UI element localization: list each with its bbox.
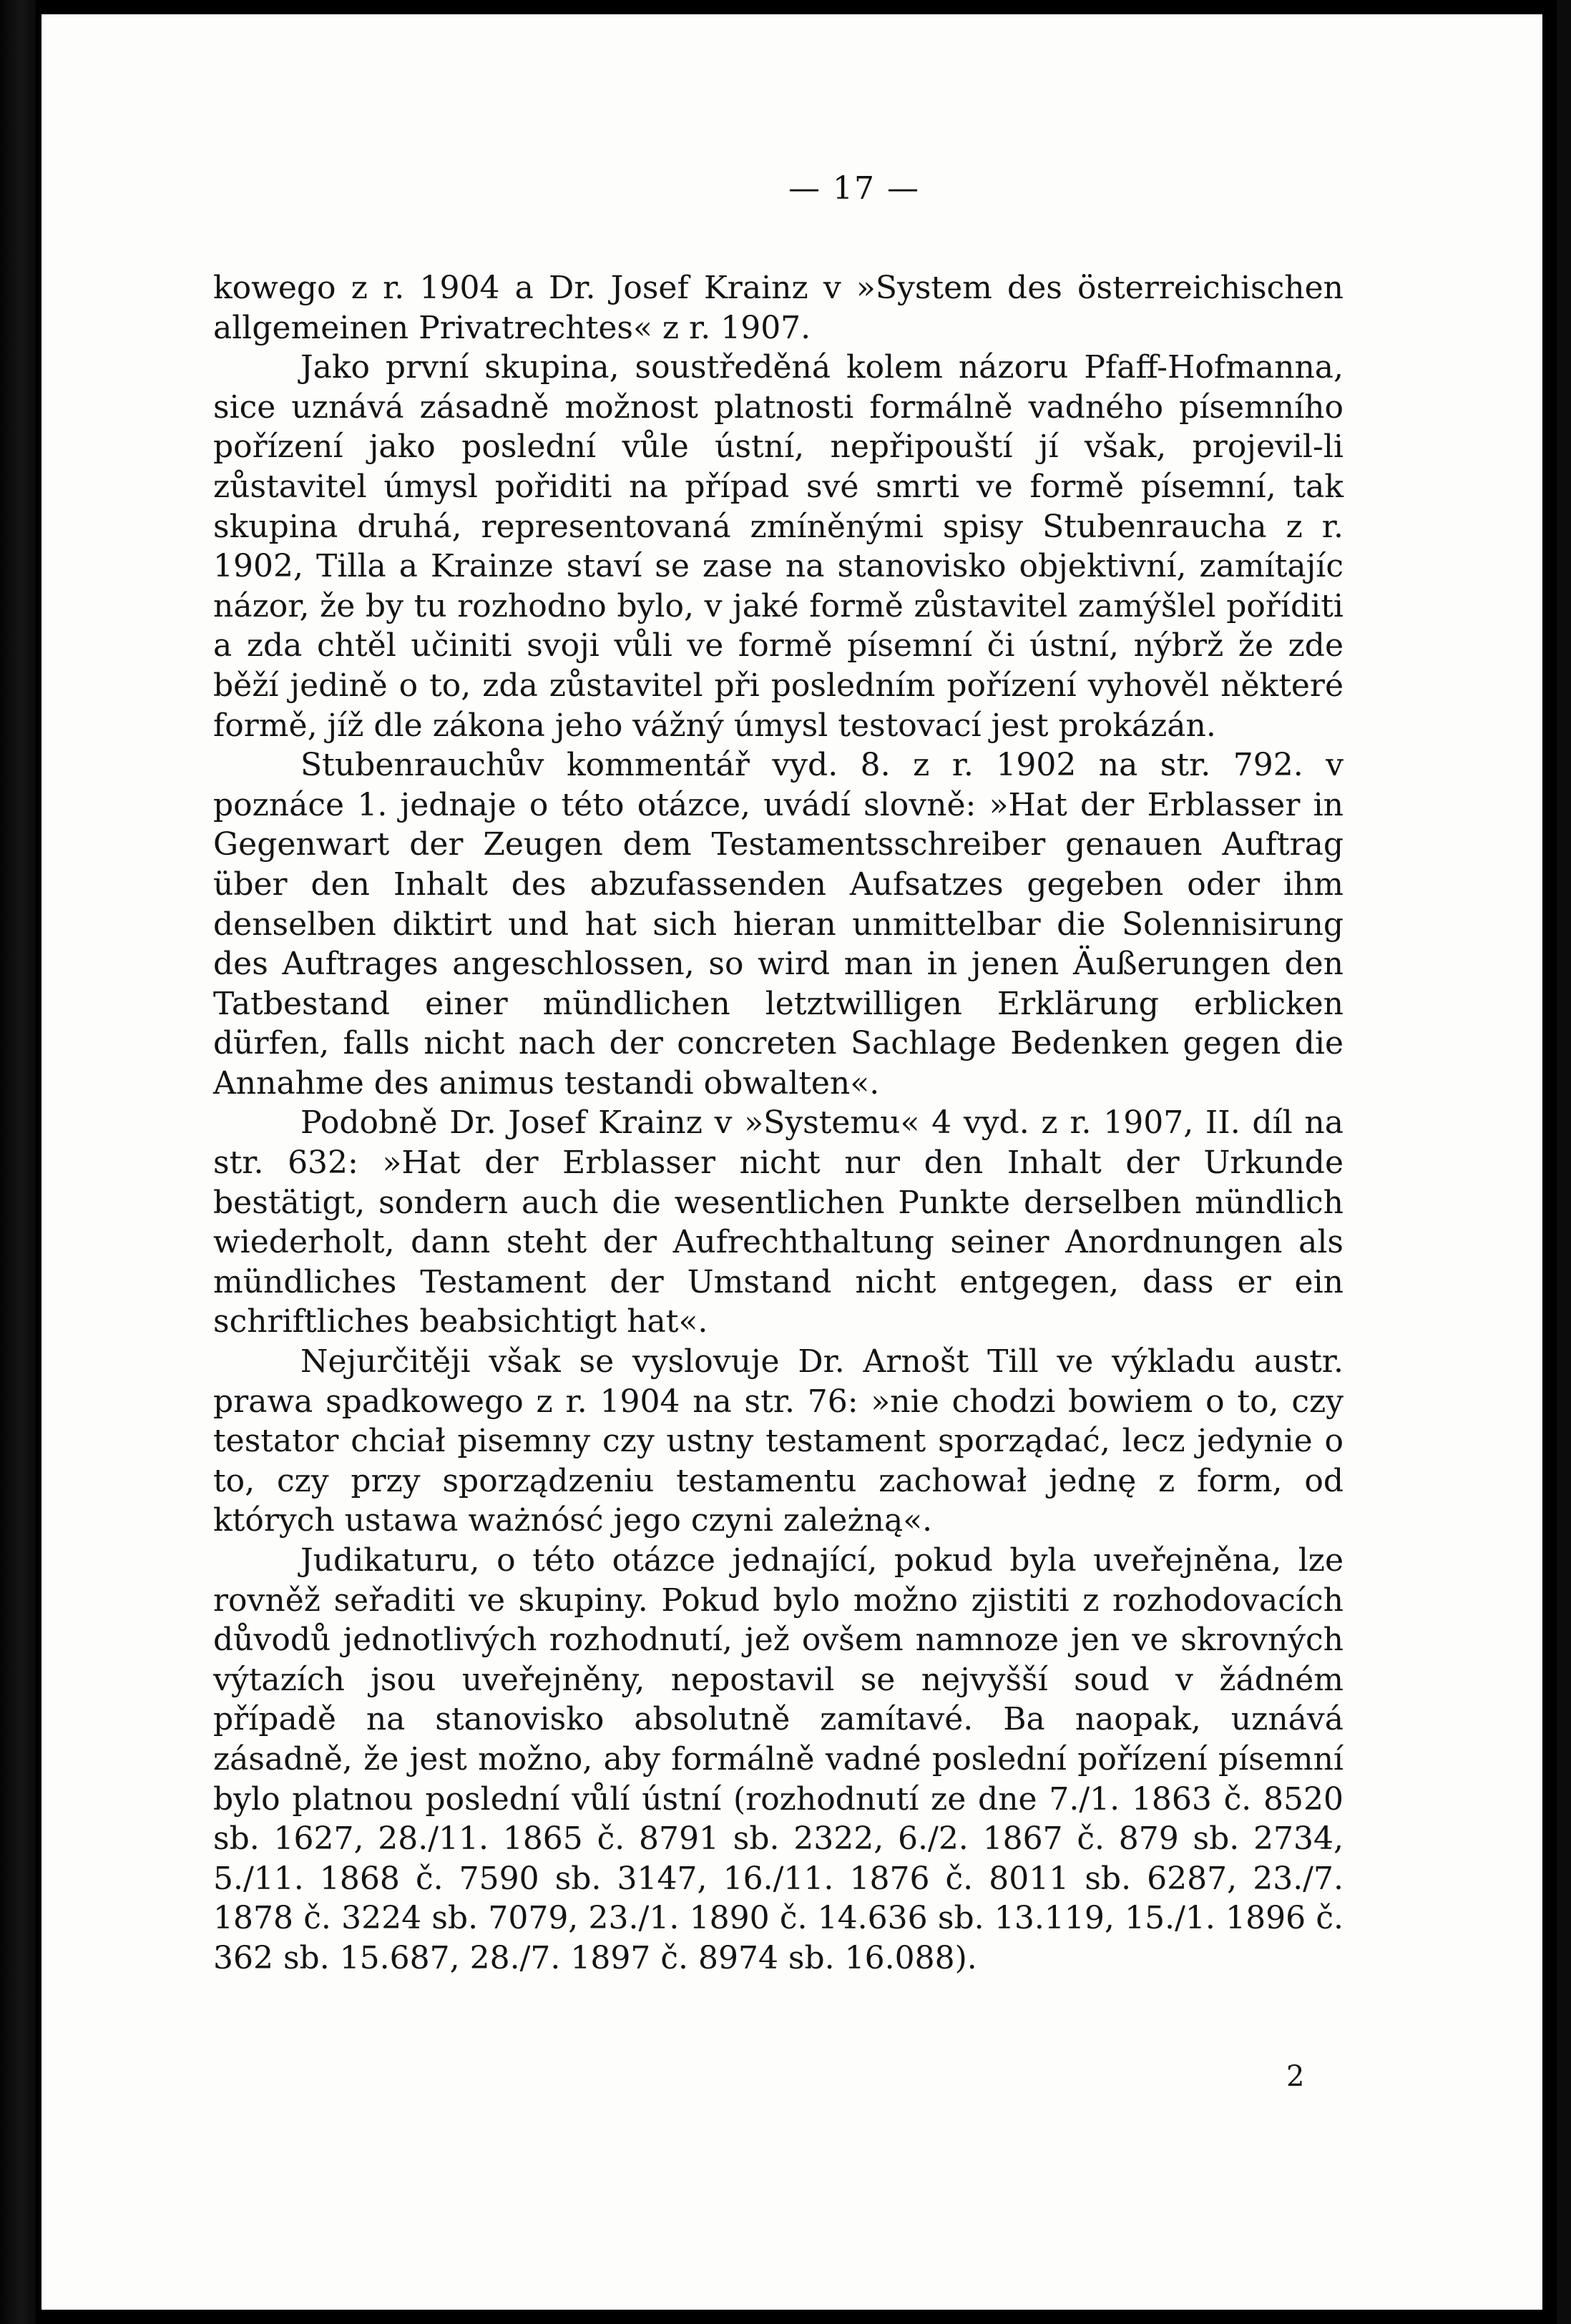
paragraph: Podobně Dr. Josef Krainz v »Systemu« 4 vyd. z r. 1907, II. díl na str. 632: »Hat der Erblasser nicht nur den Inhalt der Urkunde bestätigt, sondern auch die wesentlichen Punkte derselben mündlich wiederholt, dann steht der Aufrechthaltung seiner Anordnungen als mündliches Testament der Umstand nicht entgegen, dass er ein schriftliches beabsichtigt hat«. — [213, 1104, 1344, 1340]
body-text — [213, 268, 1344, 1979]
scan-border-right — [1557, 0, 1571, 2324]
paragraph-continuation: kowego z r. 1904 a Dr. Josef Krainz v »System des österreichischen allgemeinen Privatrechtes« z r. 1907. — [213, 270, 1344, 346]
page-number: — 17 — — [788, 170, 920, 207]
book-page — [41, 14, 1542, 2310]
scan-border-left — [0, 0, 36, 2324]
paragraph: Nejurčitěji však se vyslovuje Dr. Arnošt Till ve výkladu austr. prawa spadkowego z r. 1904 na str. 76: »nie chodzi bowiem o to, czy testator chciał pisemny czy ustny testament sporządać, lecz jedynie o to, czy przy sporządzeniu testamentu zachował jednę z form, od których ustawa ważnósć jego czyni zależną«. — [213, 1343, 1344, 1539]
paragraph: Jako první skupina, soustředěná kolem názoru Pfaff-Hofmanna, sice uznává zásadně možnost platnosti formálně vadného písemního pořízení jako poslední vůle ústní, nepřipouští jí však, projevil-li zůstavitel úmysl pořiditi na případ své smrti ve formě písemní, tak skupina druhá, representovaná zmíněnými spisy Stubenraucha z r. 1902, Tilla a Krainze staví se zase na stanovisko objektivní, zamítajíc názor, že by tu rozhodno bylo, v jaké formě zůstavitel zamýšlel poříditi a zda chtěl učiniti svoji vůli ve formě písemní či ústní, nýbrž že zde běží jedině o to, zda zůstavitel při posledním pořízení vyhověl některé formě, jíž dle zákona jeho vážný úmysl testovací jest prokázán. — [213, 349, 1344, 744]
paragraph: Stubenrauchův kommentář vyd. 8. z r. 1902 na str. 792. v poznáce 1. jednaje o této otázce, uvádí slovně: »Hat der Erblasser in Gegenwart der Zeugen dem Testamentsschreiber genauen Auftrag über den Inhalt des abzufassenden Aufsatzes gegeben oder ihm denselben diktirt und hat sich hieran unmittelbar die Solennisirung des Auftrages angeschlossen, so wird man in jenen Äußerungen den Tatbestand einer mündlichen letztwilligen Erklärung erblicken dürfen, falls nicht nach der concreten Sachlage Bedenken gegen die Annahme des animus testandi obwalten«. — [213, 747, 1344, 1102]
signature-mark: 2 — [1286, 2060, 1305, 2093]
paragraph: Judikaturu, o této otázce jednající, pokud byla uveřejněna, lze rovněž seřaditi ve skupiny. Pokud bylo možno zjistiti z rozhodovacích důvodů jednotlivých rozhodnutí, jež ovšem namnoze jen ve skrovných výtazích jsou uveřejněny, nepostavil se nejvyšší soud v žádném případě na stanovisko absolutně zamítavé. Ba naopak, uznává zásadně, že jest možno, aby formálně vadné poslední pořízení písemní bylo platnou poslední vůlí ústní (rozhodnutí ze dne 7./1. 1863 č. 8520 sb. 1627, 28./11. 1865 č. 8791 sb. 2322, 6./2. 1867 č. 879 sb. 2734, 5./11. 1868 č. 7590 sb. 3147, 16./11. 1876 č. 8011 sb. 6287, 23./7. 1878 č. 3224 sb. 7079, 23./1. 1890 č. 14.636 sb. 13.119, 15./1. 1896 č. 362 sb. 15.687, 28./7. 1897 č. 8974 sb. 16.088). — [213, 1542, 1344, 1976]
